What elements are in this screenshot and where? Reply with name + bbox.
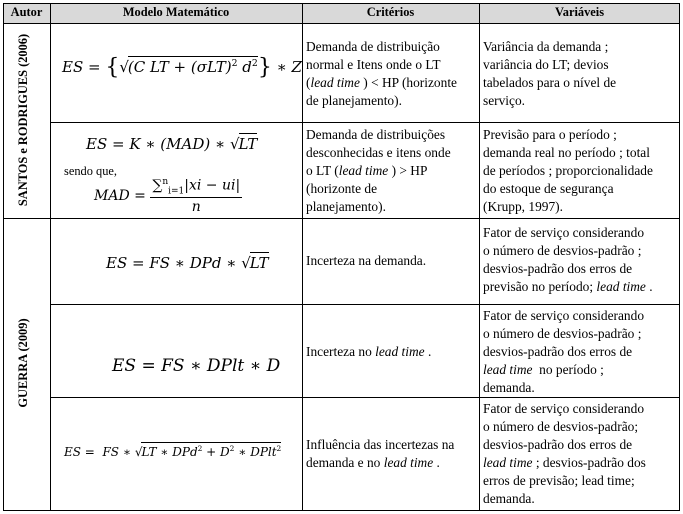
variaveis-line: desvios-padrão dos erros de <box>483 344 633 359</box>
criterios-row-3 <box>306 252 478 270</box>
row-line-1 <box>50 122 680 123</box>
row-line-3 <box>50 304 680 305</box>
variaveis-line: variância do LT; devios <box>483 57 609 72</box>
variaveis-line: demanda real no período ; total <box>483 145 650 160</box>
header-variaveis: Variáveis <box>554 5 605 19</box>
row-line-4 <box>50 397 680 398</box>
variaveis-line: do estoque de segurança <box>483 181 614 196</box>
header-criterios: Critérios <box>366 5 415 19</box>
criterios-line: Incerteza no lead time . <box>306 344 432 359</box>
border-top <box>3 3 680 4</box>
criterios-line: desconhecidas e itens onde <box>306 145 451 160</box>
formula-mad: MAD = $\frac{\sum^n_{i=1}|xi - ui|}{n}$ <box>94 177 241 216</box>
variaveis-line: Fator de serviço considerando <box>483 401 645 416</box>
variaveis-line: Previsão para o período ; <box>483 127 617 142</box>
variaveis-line: desvios-padrão dos erros de <box>483 437 633 452</box>
variaveis-row-2 <box>483 126 679 216</box>
header-autor: Autor <box>10 5 43 19</box>
variaveis-line: serviço. <box>483 93 526 108</box>
variaveis-line: o número de desvios-padrão; <box>483 419 639 434</box>
variaveis-row-5 <box>483 400 679 508</box>
variaveis-line: lead time ; desvios-padrão dos <box>483 455 646 470</box>
variaveis-line: o número de desvios-padrão ; <box>483 326 642 341</box>
formula-row-4: ES = FS ∗ DPlt ∗ D <box>112 356 281 376</box>
variaveis-line: demanda. <box>483 380 535 395</box>
border-right <box>679 3 680 511</box>
criterios-line: Demanda de distribuições <box>306 127 446 142</box>
formula-note: sendo que, <box>64 164 117 178</box>
variaveis-line: lead time no período ; <box>483 362 604 377</box>
criterios-line: Demanda de distribuição <box>306 39 440 54</box>
criterios-row-5 <box>306 436 478 472</box>
criterios-line: Influência das incertezas na <box>306 437 455 452</box>
criterios-line: o LT (lead time ) > HP <box>306 163 428 178</box>
border-bottom <box>3 510 680 511</box>
criterios-line: normal e Itens onde o LT <box>306 57 441 72</box>
criterios-row-1 <box>306 38 478 110</box>
variaveis-row-4 <box>483 307 679 397</box>
col-line-2 <box>302 3 303 511</box>
variaveis-line: de períodos ; proporcionalidade <box>483 163 653 178</box>
criterios-line: (horizonte de <box>306 181 378 196</box>
variaveis-line: desvios-padrão dos erros de <box>483 261 633 276</box>
criterios-row-2 <box>306 126 478 216</box>
variaveis-line: Fator de serviço considerando <box>483 225 645 240</box>
formula-row-1: ES = {√(C LT + $(\sigma LT)^2$ $d^2$} ∗ Z <box>62 55 302 80</box>
criterios-row-4 <box>306 343 478 361</box>
variaveis-line: Fator de serviço considerando <box>483 308 645 323</box>
header-bottom-line <box>3 23 680 24</box>
formula-row-5: ES = FS ∗ √LT ∗ $DPd^2 + D^2$ ∗ DPlt$^2$ <box>64 444 282 459</box>
col-line-1 <box>50 3 51 511</box>
criterios-line: Incerteza na demanda. <box>306 253 427 268</box>
header-modelo: Modelo Matemático <box>122 5 230 19</box>
author-guerra: GUERRA (2009) <box>16 318 30 408</box>
criterios-line: (lead time ) < HP (horizonte <box>306 75 457 90</box>
author-santos-rodrigues: SANTOS e RODRIGUES (2006) <box>16 33 30 207</box>
variaveis-line: demanda. <box>483 491 535 506</box>
formula-row-2: ES = K ∗ (MAD) ∗ √LT <box>86 135 258 153</box>
variaveis-line: Variância da demanda ; <box>483 39 609 54</box>
variaveis-line: tabelados para o nível de <box>483 75 617 90</box>
variaveis-line: o número de desvios-padrão ; <box>483 243 642 258</box>
col-line-3 <box>479 3 480 511</box>
criterios-line: demanda e no lead time . <box>306 455 440 470</box>
criterios-line: planejamento). <box>306 199 386 214</box>
border-left <box>3 3 4 511</box>
formula-row-3: ES = FS ∗ DPd ∗ √LT <box>106 254 269 272</box>
variaveis-line: erros de previsão; lead time; <box>483 473 635 488</box>
variaveis-line: previsão no período; lead time . <box>483 279 653 294</box>
group-line <box>3 218 680 219</box>
criterios-line: de planejamento). <box>306 93 402 108</box>
variaveis-line: (Krupp, 1997). <box>483 199 563 214</box>
variaveis-row-1 <box>483 38 679 110</box>
variaveis-row-3 <box>483 224 679 296</box>
